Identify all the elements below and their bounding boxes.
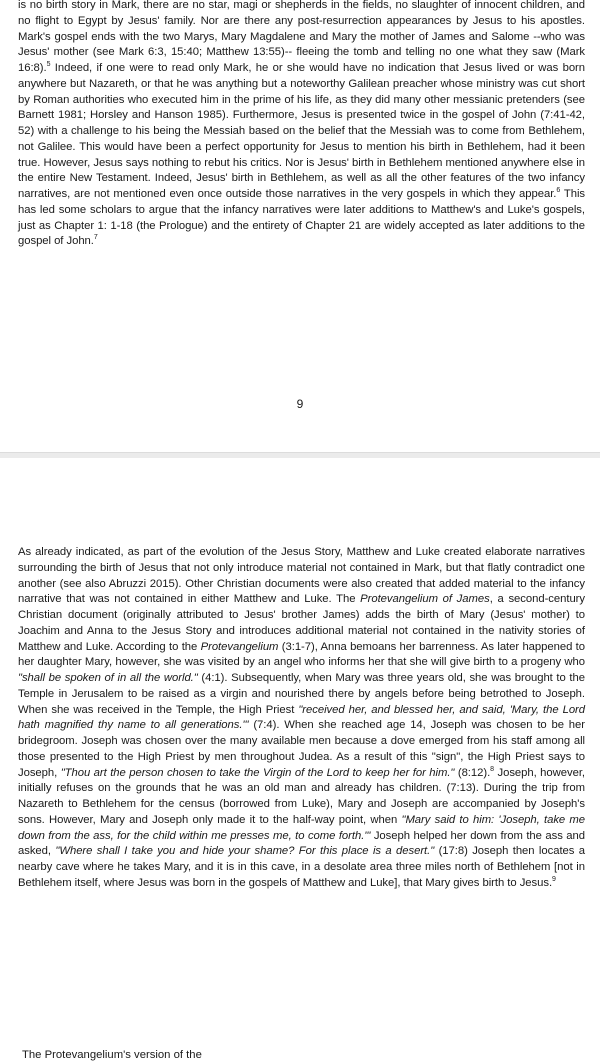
text-run: (17:8) Joseph then locates a nearby cave where he takes Mary, and it is in this cave, in a desolate area three miles north of Bethlehem [not in Bethlehem itself, where Jesus was born in the gospels of Matthew and Luke], that Mary gives birth to Jesus. xyxy=(18,845,585,889)
text-run: This has led some scholars to argue that the infancy narratives were later additions to Matthew's and Luke's gospels, just as Chapter 1: 1-18 (the Prologue) and the entirety of Chapter 21 are widely accepted as later additions to the gospel of John. xyxy=(18,188,585,248)
text-run: is no birth story in Mark, there are no star, magi or shepherds in the fields, no slaughter of innocent children, and no flight to Egypt by Jesus' family. Nor are there any post-resurrection appearances by Jesus to his apostles. Mark's gospel ends with the two Marys, Mary Magdalene and Mary the mother of James and Salome --who was Jesus' mother (see Mark 6:3, 15:40; Matthew 13:55)-- fleeing the tomb and telling no one what they saw (Mark 16:8). xyxy=(18,0,585,74)
footnote-marker-8: 8 xyxy=(490,765,495,773)
italic-title: Protevangelium of James xyxy=(360,593,490,606)
italic-quote: "Mary said to him: 'Joseph, take me down from the ass, for the child within me presses me, to come forth.'" xyxy=(18,813,586,842)
text-run: Joseph helped her down from the ass and asked, xyxy=(18,829,585,858)
italic-quote: "Where shall I take you and hide your shame? For this place is a desert." xyxy=(55,845,435,858)
footnote-marker-5: 5 xyxy=(46,61,51,69)
text-run: (7:4). When she reached age 14, Joseph was chosen to be her bridegroom. Joseph was chosen over the many available men because a dove emerged from his staff among all those presented to the High Priest by men throughout Judea. As a result of this "sign", the High Priest says to Joseph, xyxy=(18,719,585,779)
body-paragraph-bottom xyxy=(18,545,585,892)
footnote-marker-7: 7 xyxy=(93,234,98,242)
footnote-marker-6: 6 xyxy=(556,187,561,195)
text-run: As already indicated, as part of the evolution of the Jesus Story, Matthew and Luke created elaborate narratives surrounding the birth of Jesus that not only introduce material not contained in Mark, but that flatly contradict one another (see also Abruzzi 2015). Other Christian documents were also created that added material to the infancy narrative that was not contained in either Matthew and Luke. The xyxy=(18,546,585,606)
text-run: (3:1-7), Anna bemoans her barrenness. As later happened to her daughter Mary, however, she was visited by an angel who informs her that she will give birth to a progeny who xyxy=(18,640,585,669)
italic-title: Protevangelium xyxy=(200,640,279,653)
body-paragraph-top xyxy=(18,0,585,250)
document-page-bottom xyxy=(0,458,600,1061)
text-run: Indeed, if one were to read only Mark, he or she would have no indication that Jesus lived or was born anywhere but Nazareth, or that he was anything but a noteworthy Galilean preacher whose ministry was cut short by Roman authorities who executed him in the prime of his life, as they did many other messianic pretenders (see Barnett 1981; Horsley and Hanson 1985). Furthermore, Jesus is presented twice in the gospel of John (7:41-42, 52) with a challenge to his being the Messiah based on the belief that the Messiah was to come from Bethlehem, not Galilee. This would have been a perfect opportunity for Jesus to mention his birth in Bethlehem, had it been true. However, Jesus says nothing to rebut his critics. Nor is Jesus' birth in Bethlehem mentioned anywhere else in the entire New Testament. Indeed, Jesus' birth in Bethlehem, as well as all the other features of the two infancy narratives, are not mentioned even once outside those narratives in the very gospels in which they appear. xyxy=(18,62,585,200)
italic-quote: "Thou art the person chosen to take the Virgin of the Lord to keep her for him." xyxy=(60,766,455,779)
italic-quote: "received her, and blessed her, and said, 'Mary, the Lord hath magnified thy name to all generations.'" xyxy=(18,703,585,732)
text-run: (4:1). Subsequently, when Mary was three years old, she was brought to the Temple in Jerusalem to be raised as a virgin and nourished there by angels before being betrothed to Joseph. When she was received in the Temple, the High Priest xyxy=(18,672,585,716)
cut-off-text-line: The Protevangelium's version of the xyxy=(22,1049,202,1061)
page-number: 9 xyxy=(296,397,304,411)
text-run: , a second-century Christian document (originally attributed to Jesus' brother James) adds the birth of Mary (Jesus' mother) to Joachim and Anna to the Jesus Story and introduces additional material not contained in the nativity stories of Matthew and Luke. According to the xyxy=(18,593,585,653)
footnote-marker-9: 9 xyxy=(552,875,556,883)
document-page-top xyxy=(0,0,600,455)
text-run: (8:12). xyxy=(454,766,491,779)
text-run: Joseph, however, initially refuses on the grounds that he was an old man and already has children. (7:13). During the trip from Nazareth to Bethlehem for the census (borrowed from Luke), Mary and Joseph are accompanied by Joseph's sons. However, Mary and Joseph only made it to the half-way point, when xyxy=(18,766,585,826)
italic-quote: "shall be spoken of in all the world." xyxy=(18,672,198,684)
